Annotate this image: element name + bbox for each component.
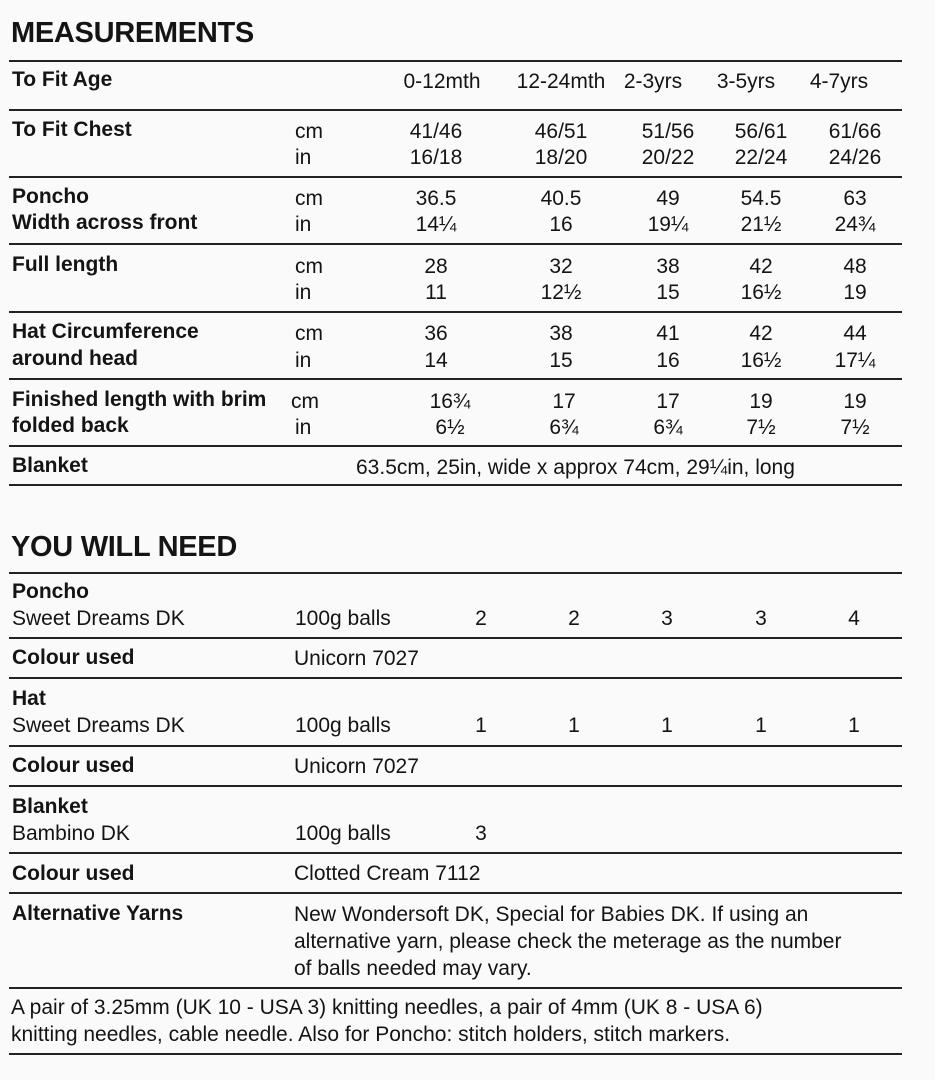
value-cell: 17 bbox=[656, 390, 680, 413]
value-cell: 15 bbox=[549, 349, 573, 372]
alternative-yarns-text: of balls needed may vary. bbox=[294, 957, 532, 980]
colour-label: Colour used bbox=[12, 646, 135, 669]
value-cell: 24/26 bbox=[828, 146, 882, 169]
value-cell: 7½ bbox=[840, 416, 870, 439]
divider bbox=[9, 484, 902, 486]
value-cell: 16¾ bbox=[429, 390, 471, 413]
quantity-cell: 1 bbox=[755, 714, 767, 737]
colour-value: Unicorn 7027 bbox=[294, 647, 419, 670]
quantity-cell: 1 bbox=[475, 714, 487, 737]
value-cell: 11 bbox=[425, 281, 447, 304]
size-header: 12-24mth bbox=[516, 70, 606, 93]
needles-text: knitting needles, cable needle. Also for Poncho: stitch holders, stitch markers. bbox=[11, 1023, 731, 1046]
value-cell: 7½ bbox=[746, 416, 776, 439]
value-cell: 56/61 bbox=[734, 120, 788, 143]
colour-label: Colour used bbox=[12, 862, 135, 885]
row-label: Poncho bbox=[12, 185, 89, 208]
unit-in: in bbox=[295, 146, 312, 169]
value-cell: 22/24 bbox=[734, 146, 788, 169]
value-cell: 6¾ bbox=[653, 416, 683, 439]
divider bbox=[9, 109, 902, 111]
row-label: Width across front bbox=[12, 211, 198, 234]
size-header: 3-5yrs bbox=[716, 70, 776, 93]
measurements-heading: MEASUREMENTS bbox=[11, 17, 254, 49]
divider bbox=[9, 176, 902, 178]
quantity-cell: 3 bbox=[661, 607, 673, 630]
value-cell: 41/46 bbox=[409, 120, 463, 143]
value-cell: 19 bbox=[843, 390, 867, 413]
value-cell: 16½ bbox=[740, 281, 782, 304]
value-cell: 14 bbox=[424, 349, 448, 372]
value-cell: 61/66 bbox=[828, 120, 882, 143]
value-cell: 38 bbox=[656, 255, 680, 278]
divider bbox=[9, 892, 902, 894]
yarn-name: Sweet Dreams DK bbox=[12, 714, 185, 737]
unit-in: in bbox=[295, 281, 312, 304]
value-cell: 36 bbox=[424, 322, 448, 345]
value-cell: 16 bbox=[549, 213, 573, 236]
value-cell: 17 bbox=[552, 390, 576, 413]
quantity-cell: 1 bbox=[661, 714, 673, 737]
colour-value: Clotted Cream 7112 bbox=[294, 862, 481, 885]
unit-cm: cm bbox=[295, 187, 323, 210]
size-header: 0-12mth bbox=[403, 70, 481, 93]
you-will-need-heading: YOU WILL NEED bbox=[11, 531, 237, 563]
divider bbox=[9, 785, 902, 787]
size-header: 4-7yrs bbox=[809, 70, 869, 93]
value-cell: 41 bbox=[656, 322, 680, 345]
unit-cm: cm bbox=[291, 390, 319, 413]
divider bbox=[9, 445, 902, 447]
quantity-cell: 3 bbox=[475, 822, 487, 845]
needles-text: A pair of 3.25mm (UK 10 - USA 3) knitting needles, a pair of 4mm (UK 8 - USA 6) bbox=[11, 996, 763, 1019]
item-title: Poncho bbox=[12, 580, 89, 603]
row-label: around head bbox=[12, 347, 139, 370]
colour-value: Unicorn 7027 bbox=[294, 755, 419, 778]
value-cell: 46/51 bbox=[534, 120, 588, 143]
divider bbox=[9, 378, 902, 380]
unit-in: in bbox=[295, 213, 312, 236]
divider bbox=[9, 677, 902, 679]
value-cell: 19 bbox=[749, 390, 773, 413]
quantity-cell: 1 bbox=[848, 714, 860, 737]
alternative-yarns-label: Alternative Yarns bbox=[12, 902, 184, 925]
quantity-cell: 2 bbox=[568, 607, 580, 630]
yarn-name: Bambino DK bbox=[12, 822, 130, 845]
yarn-unit: 100g balls bbox=[295, 822, 391, 845]
value-cell: 18/20 bbox=[534, 146, 588, 169]
value-cell: 16/18 bbox=[409, 146, 463, 169]
divider bbox=[9, 745, 902, 747]
row-label: Full length bbox=[12, 253, 119, 276]
value-cell: 38 bbox=[549, 322, 573, 345]
value-cell: 28 bbox=[424, 255, 448, 278]
size-header: 2-3yrs bbox=[623, 70, 683, 93]
value-cell: 14¼ bbox=[415, 213, 457, 236]
row-label: Finished length with brim bbox=[12, 388, 267, 411]
value-cell: 32 bbox=[549, 255, 573, 278]
unit-cm: cm bbox=[295, 322, 323, 345]
value-cell: 6½ bbox=[435, 416, 465, 439]
row-label: folded back bbox=[12, 414, 129, 437]
value-cell: 36.5 bbox=[415, 187, 457, 210]
divider bbox=[9, 1053, 902, 1055]
divider bbox=[9, 572, 902, 574]
yarn-unit: 100g balls bbox=[295, 607, 391, 630]
value-cell: 42 bbox=[749, 322, 773, 345]
yarn-unit: 100g balls bbox=[295, 714, 391, 737]
value-cell: 12½ bbox=[540, 281, 582, 304]
quantity-cell: 4 bbox=[848, 607, 860, 630]
value-cell: 49 bbox=[656, 187, 680, 210]
divider bbox=[9, 852, 902, 854]
value-cell: 54.5 bbox=[740, 187, 782, 210]
value-cell: 6¾ bbox=[549, 416, 579, 439]
value-cell: 63 bbox=[843, 187, 867, 210]
row-label: Blanket bbox=[12, 454, 88, 477]
value-cell: 42 bbox=[749, 255, 773, 278]
item-title: Blanket bbox=[12, 795, 88, 818]
value-cell: 20/22 bbox=[641, 146, 695, 169]
divider bbox=[9, 987, 902, 989]
item-title: Hat bbox=[12, 687, 46, 710]
value-cell: 19 bbox=[843, 281, 867, 304]
value-cell: 44 bbox=[843, 322, 867, 345]
blanket-size: 63.5cm, 25in, wide x approx 74cm, 29¼in, long bbox=[356, 456, 795, 479]
unit-in: in bbox=[295, 416, 312, 439]
quantity-cell: 1 bbox=[568, 714, 580, 737]
value-cell: 40.5 bbox=[540, 187, 582, 210]
value-cell: 17¼ bbox=[834, 349, 876, 372]
age-label: To Fit Age bbox=[12, 68, 113, 91]
divider bbox=[9, 311, 902, 313]
unit-in: in bbox=[295, 349, 312, 372]
value-cell: 24¾ bbox=[834, 213, 876, 236]
value-cell: 19¼ bbox=[647, 213, 689, 236]
colour-label: Colour used bbox=[12, 754, 135, 777]
divider bbox=[9, 60, 902, 62]
unit-cm: cm bbox=[295, 120, 323, 143]
unit-cm: cm bbox=[295, 255, 323, 278]
divider bbox=[9, 637, 902, 639]
value-cell: 51/56 bbox=[641, 120, 695, 143]
value-cell: 48 bbox=[843, 255, 867, 278]
yarn-name: Sweet Dreams DK bbox=[12, 607, 185, 630]
quantity-cell: 2 bbox=[475, 607, 487, 630]
value-cell: 21½ bbox=[740, 213, 782, 236]
divider bbox=[9, 243, 902, 245]
alternative-yarns-text: New Wondersoft DK, Special for Babies DK. If using an bbox=[294, 903, 809, 926]
row-label: Hat Circumference bbox=[12, 320, 199, 343]
value-cell: 15 bbox=[656, 281, 680, 304]
value-cell: 16½ bbox=[740, 349, 782, 372]
quantity-cell: 3 bbox=[755, 607, 767, 630]
alternative-yarns-text: alternative yarn, please check the meterage as the number bbox=[294, 930, 842, 953]
value-cell: 16 bbox=[656, 349, 680, 372]
row-label: To Fit Chest bbox=[12, 118, 132, 141]
